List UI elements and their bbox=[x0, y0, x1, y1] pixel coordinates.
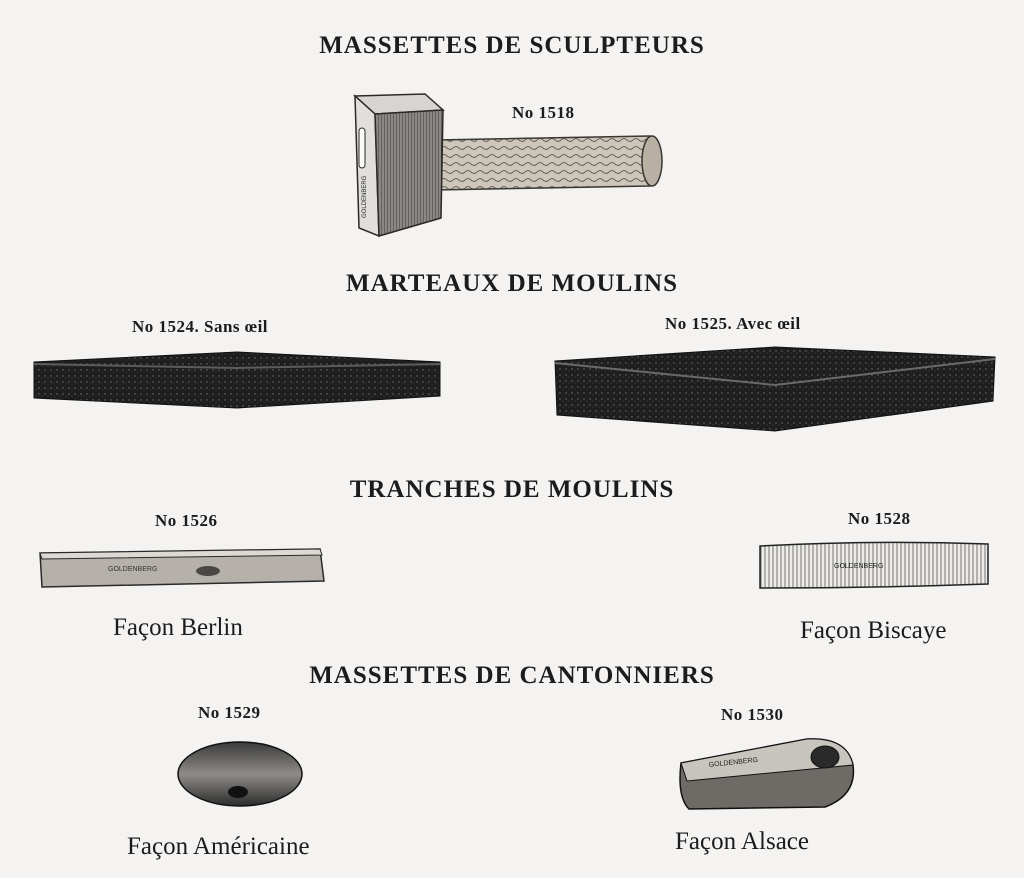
caption-facon-biscaye: Façon Biscaye bbox=[800, 617, 947, 644]
caption-facon-americaine: Façon Américaine bbox=[127, 833, 310, 860]
item-number-1530: No 1530 bbox=[721, 705, 784, 724]
mallet-stamp: GOLDENBERG bbox=[362, 175, 368, 218]
item-number-1526: No 1526 bbox=[155, 511, 218, 530]
item-number-1528: No 1528 bbox=[848, 509, 911, 528]
section-heading-road-mallets: MASSETTES DE CANTONNIERS bbox=[309, 662, 715, 689]
caption-facon-berlin: Façon Berlin bbox=[113, 614, 243, 641]
road-mallet-american-icon bbox=[176, 740, 306, 810]
section-heading-mill-chisels: TRANCHES DE MOULINS bbox=[349, 476, 675, 503]
item-number-1529: No 1529 bbox=[198, 703, 261, 722]
alsace-stamp: GOLDENBERG bbox=[708, 756, 759, 769]
caption-facon-alsace: Façon Alsace bbox=[675, 828, 809, 855]
section-heading-mill-hammers: MARTEAUX DE MOULINS bbox=[345, 270, 679, 297]
chisel-stamp: GOLDENBERG bbox=[108, 566, 158, 573]
mill-hammer-eye-icon bbox=[553, 343, 998, 433]
section-heading-sculptor-mallets: MASSETTES DE SCULPTEURS bbox=[319, 32, 705, 59]
item-number-1525: No 1525. Avec œil bbox=[665, 314, 801, 333]
item-number-1518: No 1518 bbox=[512, 103, 575, 122]
mill-chisel-biscaye-icon bbox=[756, 538, 992, 593]
road-mallet-alsace-icon bbox=[675, 735, 865, 825]
mill-chisel-berlin-icon bbox=[38, 545, 328, 590]
chisel-biscaye-stamp: GOLDENBERG bbox=[834, 563, 884, 570]
item-number-1524: No 1524. Sans œil bbox=[132, 317, 269, 336]
mill-hammer-icon bbox=[32, 350, 442, 410]
sculptor-mallet-icon bbox=[345, 88, 675, 243]
